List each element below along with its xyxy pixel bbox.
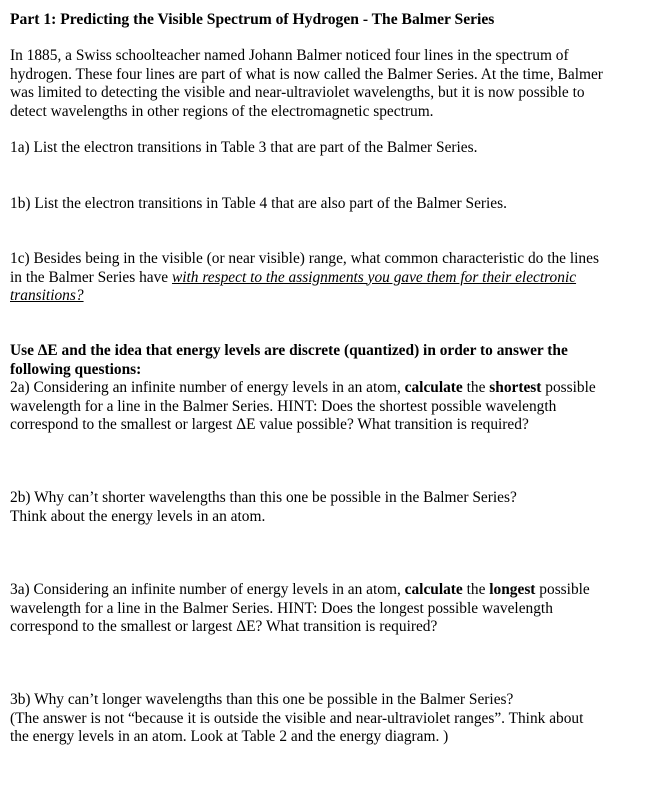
question-1c [10, 250, 650, 306]
question-1c-line [10, 269, 650, 288]
intro-line: hydrogen. These four lines are part of what is now called the Balmer Series. At the time, Balmer [10, 65, 603, 83]
page-title: Part 1: Predicting the Visible Spectrum of Hydrogen - The Balmer Series [10, 11, 495, 28]
question-3a-text: 3a) Considering an infinite number of energy levels in an atom, [10, 581, 405, 598]
question-3b-line: (The answer is not “because it is outside the visible and near-ultraviolet ranges”. Think about [10, 709, 584, 727]
question-3a-text: possible [535, 581, 590, 598]
question-2b-line: 2b) Why can’t shorter wavelengths than this one be possible in the Balmer Series? [10, 489, 517, 506]
question-1c-emphasis: transitions? [10, 287, 84, 305]
question-1b: 1b) List the electron transitions in Table 4 that are also part of the Balmer Series. [10, 195, 507, 212]
question-3b-line: the energy levels in an atom. Look at Table 2 and the energy diagram. ) [10, 728, 449, 746]
question-3a-line [10, 581, 650, 600]
question-1a: 1a) List the electron transitions in Table 3 that are part of the Balmer Series. [10, 139, 478, 156]
intro-line: In 1885, a Swiss schoolteacher named Johann Balmer noticed four lines in the spectrum of [10, 47, 569, 64]
question-1c-text: in the Balmer Series have [10, 268, 172, 286]
question-2a-line [10, 379, 650, 398]
question-3a-bold: longest [489, 581, 536, 598]
question-2a-text: 2a) Considering an infinite number of energy levels in an atom, [10, 379, 405, 396]
question-3a-line: wavelength for a line in the Balmer Series. HINT: Does the longest possible wavelength [10, 599, 553, 617]
question-3a-line: correspond to the smallest or largest ΔE? What transition is required? [10, 618, 438, 636]
question-2b-line: Think about the energy levels in an atom. [10, 507, 266, 525]
question-1c-emphasis: with respect to the assignments you gave them for their electronic [171, 268, 577, 286]
question-2a-text: the [462, 379, 490, 396]
intro-paragraph [10, 47, 650, 121]
question-1c-line: 1c) Besides being in the visible (or near visible) range, what common characteristic do the lines [10, 250, 599, 267]
question-2a [10, 379, 650, 435]
question-2a-line: correspond to the smallest or largest ΔE value possible? What transition is required? [10, 416, 529, 434]
question-3b-line: 3b) Why can’t longer wavelengths than this one be possible in the Balmer Series? [10, 691, 514, 708]
question-2a-text: possible [541, 379, 596, 396]
intro-line: was limited to detecting the visible and near-ultraviolet wavelengths, but it is now possible to [10, 84, 585, 102]
question-2a-line: wavelength for a line in the Balmer Series. HINT: Does the shortest possible wavelength [10, 397, 557, 415]
question-3a-text: the [462, 581, 490, 598]
instructions-heading [10, 342, 650, 379]
instructions-line: Use ΔE and the idea that energy levels are discrete (quantized) in order to answer the [10, 342, 568, 359]
question-3a [10, 581, 650, 637]
question-3a-bold: calculate [404, 581, 463, 598]
question-3b [10, 691, 650, 747]
intro-line: detect wavelengths in other regions of the electromagnetic spectrum. [10, 102, 434, 120]
question-1c-line [10, 287, 650, 306]
question-2a-bold: shortest [489, 379, 542, 396]
question-2b [10, 489, 650, 526]
question-2a-bold: calculate [404, 379, 463, 396]
instructions-line: following questions: [10, 360, 142, 378]
